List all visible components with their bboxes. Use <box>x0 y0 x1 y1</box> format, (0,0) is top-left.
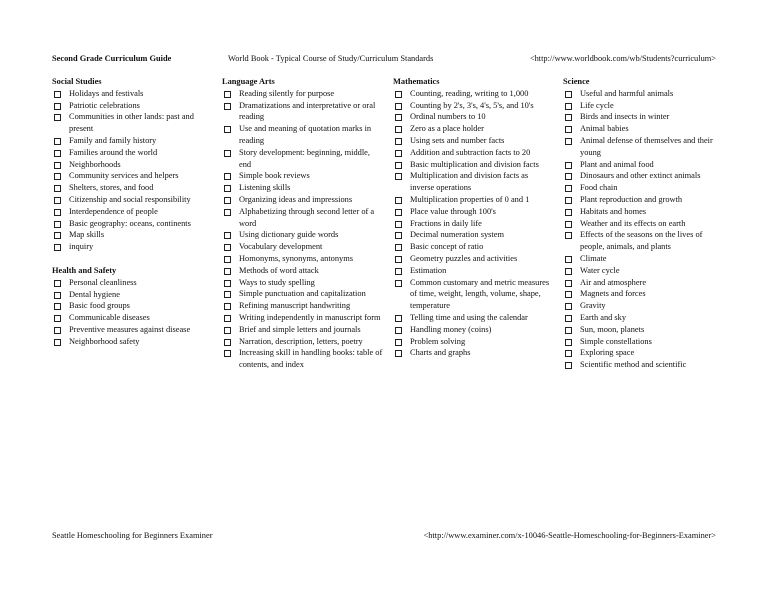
checklist-item <box>52 88 212 100</box>
item-label: Decimal numeration system <box>410 230 504 240</box>
checklist-item <box>393 253 553 265</box>
checklist-item <box>52 135 212 147</box>
checkbox-icon <box>565 173 572 180</box>
checklist-item <box>563 182 721 194</box>
checkbox-icon <box>224 232 231 239</box>
checklist-item <box>52 182 212 194</box>
checkbox-icon <box>224 350 231 357</box>
checkbox-icon <box>224 150 231 157</box>
item-label: Dental hygiene <box>69 289 120 299</box>
item-label: Simple book reviews <box>239 171 310 181</box>
item-label: Earth and sky <box>580 312 627 322</box>
checklist-item <box>222 100 384 124</box>
checkbox-icon <box>54 114 61 121</box>
checklist-item <box>563 111 721 123</box>
checklist-item <box>563 359 721 371</box>
checklist-item <box>563 88 721 100</box>
section-title: Social Studies <box>52 77 102 86</box>
checkbox-icon <box>565 209 572 216</box>
checklist-item <box>393 336 553 348</box>
item-label: Ways to study spelling <box>239 277 315 287</box>
checkbox-icon <box>54 103 61 110</box>
checkbox-icon <box>565 303 572 310</box>
checklist-item <box>563 218 721 230</box>
item-label: Water cycle <box>580 265 620 275</box>
checkbox-icon <box>54 280 61 287</box>
checklist-item <box>52 229 212 241</box>
item-label: Handling money (coins) <box>410 324 492 334</box>
checkbox-icon <box>395 103 402 110</box>
checkbox-icon <box>395 209 402 216</box>
item-label: Use and meaning of quotation marks in reading <box>239 124 372 145</box>
item-label: Plant and animal food <box>580 159 654 169</box>
item-label: Geometry puzzles and activities <box>410 253 518 263</box>
checklist-item <box>52 100 212 112</box>
checkbox-icon <box>395 91 402 98</box>
checkbox-icon <box>395 126 402 133</box>
curriculum-section <box>393 76 553 359</box>
checkbox-icon <box>54 197 61 204</box>
item-label: Reading silently for purpose <box>239 88 335 98</box>
checklist-item <box>222 147 384 171</box>
item-label: inquiry <box>69 242 94 252</box>
checklist-item <box>393 312 553 324</box>
checklist-item <box>563 300 721 312</box>
checklist-item <box>393 159 553 171</box>
checkbox-icon <box>565 268 572 275</box>
item-label: Weather and its effects on earth <box>580 218 686 228</box>
item-label: Climate <box>580 253 607 263</box>
item-label: Community services and helpers <box>69 171 179 181</box>
checklist-item <box>393 111 553 123</box>
checkbox-icon <box>565 362 572 369</box>
item-label: Addition and subtraction facts to 20 <box>410 147 531 157</box>
checklist <box>52 88 212 253</box>
checkbox-icon <box>395 268 402 275</box>
checklist-item <box>52 206 212 218</box>
checklist-item <box>222 288 384 300</box>
checklist-item <box>563 277 721 289</box>
checklist-item <box>563 253 721 265</box>
checkbox-icon <box>224 91 231 98</box>
checklist-item <box>393 265 553 277</box>
checkbox-icon <box>395 280 402 287</box>
checkbox-icon <box>54 315 61 322</box>
item-label: Families around the world <box>69 147 158 157</box>
item-label: Basic food groups <box>69 301 130 311</box>
checklist-item <box>393 170 553 194</box>
item-label: Multiplication and division facts as inverse operations <box>410 171 529 193</box>
item-label: Basic multiplication and division facts <box>410 159 539 169</box>
section-title: Language Arts <box>222 77 275 86</box>
checklist-item <box>222 253 384 265</box>
checkbox-icon <box>395 173 402 180</box>
section-title: Health and Safety <box>52 265 117 275</box>
item-label: Shelters, stores, and food <box>69 183 154 193</box>
checkbox-icon <box>224 103 231 110</box>
column-3 <box>393 76 553 359</box>
checklist-item <box>222 206 384 230</box>
checkbox-icon <box>54 150 61 157</box>
checkbox-icon <box>565 327 572 334</box>
checkbox-icon <box>565 232 572 239</box>
item-label: Homonyms, synonyms, antonyms <box>239 253 353 263</box>
checkbox-icon <box>224 303 231 310</box>
checklist-item <box>52 336 212 348</box>
checklist-item <box>563 206 721 218</box>
item-label: Brief and simple letters and journals <box>239 324 361 334</box>
checklist-item <box>222 229 384 241</box>
item-label: Neighborhoods <box>69 159 121 169</box>
item-label: Increasing skill in handling books: table of contents, and index <box>239 348 383 370</box>
item-label: Multiplication properties of 0 and 1 <box>410 194 530 204</box>
item-label: Neighborhood safety <box>69 336 140 346</box>
checkbox-icon <box>224 209 231 216</box>
checklist-item <box>222 123 384 147</box>
item-label: Animal defense of themselves and their young <box>580 135 713 157</box>
checkbox-icon <box>224 339 231 346</box>
checkbox-icon <box>224 327 231 334</box>
item-label: Place value through 100's <box>410 206 496 216</box>
item-label: Simple constellations <box>580 336 652 346</box>
checklist-item <box>222 300 384 312</box>
item-label: Map skills <box>69 230 105 240</box>
curriculum-section <box>563 76 721 371</box>
checklist-item <box>563 100 721 112</box>
checkbox-icon <box>565 103 572 110</box>
column-4 <box>563 76 721 371</box>
item-label: Zero as a place holder <box>410 124 484 134</box>
item-label: Using dictionary guide words <box>239 230 339 240</box>
checkbox-icon <box>395 232 402 239</box>
item-label: Food chain <box>580 183 618 193</box>
checkbox-icon <box>54 221 61 228</box>
checklist-item <box>52 241 212 253</box>
checkbox-icon <box>224 185 231 192</box>
footer-url: <http://www.examiner.com/x-10046-Seattle-Homeschooling-for-Beginners-Examiner> <box>423 531 716 540</box>
checklist-item <box>52 170 212 182</box>
checklist-item <box>222 347 384 371</box>
checklist-item <box>563 336 721 348</box>
checklist-item <box>563 312 721 324</box>
checklist-item <box>563 194 721 206</box>
item-label: Animal babies <box>580 124 629 134</box>
checkbox-icon <box>565 256 572 263</box>
curriculum-section <box>222 76 384 371</box>
checklist-item <box>393 324 553 336</box>
checklist-item <box>563 123 721 135</box>
item-label: Dramatizations and interpretative or oral reading <box>239 100 376 122</box>
checklist-item <box>393 135 553 147</box>
checkbox-icon <box>224 268 231 275</box>
checklist-item <box>222 277 384 289</box>
checkbox-icon <box>395 256 402 263</box>
checkbox-icon <box>224 315 231 322</box>
item-label: Patriotic celebrations <box>69 100 140 110</box>
checkbox-icon <box>565 114 572 121</box>
checklist-item <box>222 324 384 336</box>
checkbox-icon <box>224 126 231 133</box>
item-label: Gravity <box>580 301 606 311</box>
checklist-item <box>222 241 384 253</box>
checkbox-icon <box>565 91 572 98</box>
section-title: Science <box>563 77 590 86</box>
checklist <box>393 88 553 359</box>
checklist-item <box>222 194 384 206</box>
checkbox-icon <box>54 173 61 180</box>
checkbox-icon <box>54 138 61 145</box>
checkbox-icon <box>565 185 572 192</box>
checklist-item <box>52 277 212 289</box>
checkbox-icon <box>395 197 402 204</box>
checklist-item <box>52 194 212 206</box>
item-label: Life cycle <box>580 100 614 110</box>
checklist-item <box>563 159 721 171</box>
item-label: Using sets and number facts <box>410 135 505 145</box>
checklist-item <box>52 159 212 171</box>
item-label: Exploring space <box>580 348 635 358</box>
checkbox-icon <box>54 244 61 251</box>
checkbox-icon <box>565 197 572 204</box>
checklist-item <box>393 147 553 159</box>
checklist-item <box>563 229 721 253</box>
checkbox-icon <box>54 209 61 216</box>
checkbox-icon <box>54 185 61 192</box>
checkbox-icon <box>395 327 402 334</box>
item-label: Personal cleanliness <box>69 277 137 287</box>
checklist-item <box>52 324 212 336</box>
checkbox-icon <box>565 162 572 169</box>
checkbox-icon <box>395 138 402 145</box>
checkbox-icon <box>565 126 572 133</box>
checkbox-icon <box>54 339 61 346</box>
checkbox-icon <box>54 162 61 169</box>
checkbox-icon <box>395 162 402 169</box>
checkbox-icon <box>224 256 231 263</box>
checklist-item <box>52 111 212 135</box>
curriculum-section <box>52 265 212 348</box>
checklist-item <box>52 312 212 324</box>
item-label: Dinosaurs and other extinct animals <box>580 171 701 181</box>
item-label: Habitats and homes <box>580 206 647 216</box>
item-label: Communicable diseases <box>69 313 150 323</box>
checkbox-icon <box>565 315 572 322</box>
checklist-item <box>393 241 553 253</box>
checkbox-icon <box>224 173 231 180</box>
item-label: Story development: beginning, middle, end <box>239 147 370 169</box>
checklist-item <box>393 277 553 312</box>
item-label: Birds and insects in winter <box>580 112 670 122</box>
checklist-item <box>393 347 553 359</box>
item-label: Scientific method and scientific <box>580 360 687 370</box>
column-2 <box>222 76 384 371</box>
item-label: Basic geography: oceans, continents <box>69 218 191 228</box>
checklist <box>52 277 212 348</box>
item-label: Air and atmosphere <box>580 277 647 287</box>
footer-source: Seattle Homeschooling for Beginners Examiner <box>52 531 213 540</box>
item-label: Useful and harmful animals <box>580 88 674 98</box>
checkbox-icon <box>395 114 402 121</box>
item-label: Estimation <box>410 265 447 275</box>
item-label: Counting, reading, writing to 1,000 <box>410 88 529 98</box>
curriculum-section <box>52 76 212 253</box>
checklist-item <box>563 324 721 336</box>
item-label: Plant reproduction and growth <box>580 194 683 204</box>
item-label: Narration, description, letters, poetry <box>239 336 363 346</box>
checklist-item <box>52 218 212 230</box>
checklist-item <box>222 265 384 277</box>
item-label: Simple punctuation and capitalization <box>239 289 366 299</box>
column-1 <box>52 76 212 348</box>
checklist <box>222 88 384 371</box>
checklist-item <box>563 170 721 182</box>
checkbox-icon <box>224 291 231 298</box>
checklist-item <box>393 123 553 135</box>
checklist-item <box>393 194 553 206</box>
checkbox-icon <box>54 91 61 98</box>
source-url: <http://www.worldbook.com/wb/Students?curriculum> <box>529 54 716 63</box>
checklist-item <box>393 218 553 230</box>
item-label: Effects of the seasons on the lives of people, animals, and plants <box>580 230 703 252</box>
checkbox-icon <box>565 291 572 298</box>
checklist-item <box>222 170 384 182</box>
checkbox-icon <box>565 221 572 228</box>
item-label: Telling time and using the calendar <box>410 312 528 322</box>
item-label: Refining manuscript handwriting <box>239 301 351 311</box>
item-label: Problem solving <box>410 336 466 346</box>
checklist-item <box>222 312 384 324</box>
checklist-item <box>52 147 212 159</box>
source-label: World Book - Typical Course of Study/Curriculum Standards <box>228 54 434 63</box>
item-label: Basic concept of ratio <box>410 242 484 252</box>
checkbox-icon <box>565 339 572 346</box>
checklist <box>563 88 721 371</box>
item-label: Fractions in daily life <box>410 218 482 228</box>
checkbox-icon <box>395 350 402 357</box>
item-label: Holidays and festivals <box>69 88 144 98</box>
checkbox-icon <box>224 197 231 204</box>
checklist-item <box>222 88 384 100</box>
checkbox-icon <box>224 244 231 251</box>
document-title: Second Grade Curriculum Guide <box>52 54 172 63</box>
checklist-item <box>393 206 553 218</box>
item-label: Ordinal numbers to 10 <box>410 112 486 122</box>
checkbox-icon <box>395 315 402 322</box>
checklist-item <box>52 289 212 301</box>
item-label: Organizing ideas and impressions <box>239 194 353 204</box>
checkbox-icon <box>395 339 402 346</box>
checklist-item <box>563 288 721 300</box>
checkbox-icon <box>224 280 231 287</box>
item-label: Common customary and metric measures of time, weight, length, volume, shape, temperature <box>410 277 550 311</box>
checkbox-icon <box>395 221 402 228</box>
checkbox-icon <box>54 327 61 334</box>
item-label: Writing independently in manuscript form <box>239 312 381 322</box>
checklist-item <box>393 229 553 241</box>
checkbox-icon <box>565 138 572 145</box>
checklist-item <box>563 265 721 277</box>
item-label: Magnets and forces <box>580 289 646 299</box>
checklist-item <box>222 336 384 348</box>
item-label: Listening skills <box>239 183 291 193</box>
checklist-item <box>393 100 553 112</box>
item-label: Sun, moon, planets <box>580 324 645 334</box>
item-label: Preventive measures against disease <box>69 324 191 334</box>
item-label: Methods of word attack <box>239 265 319 275</box>
checkbox-icon <box>565 280 572 287</box>
checklist-item <box>563 347 721 359</box>
checkbox-icon <box>395 244 402 251</box>
checkbox-icon <box>54 303 61 310</box>
item-label: Citizenship and social responsibility <box>69 194 191 204</box>
checklist-item <box>52 300 212 312</box>
checklist-item <box>563 135 721 159</box>
checkbox-icon <box>565 350 572 357</box>
checkbox-icon <box>54 232 61 239</box>
item-label: Interdependence of people <box>69 206 158 216</box>
item-label: Alphabetizing through second letter of a word <box>239 206 375 228</box>
checkbox-icon <box>54 292 61 299</box>
item-label: Vocabulary development <box>239 242 323 252</box>
item-label: Communities in other lands: past and present <box>69 112 194 134</box>
section-title: Mathematics <box>393 77 440 86</box>
item-label: Family and family history <box>69 135 157 145</box>
checkbox-icon <box>395 150 402 157</box>
item-label: Counting by 2's, 3's, 4's, 5's, and 10's <box>410 100 534 110</box>
checklist-item <box>222 182 384 194</box>
item-label: Charts and graphs <box>410 348 471 358</box>
checklist-item <box>393 88 553 100</box>
